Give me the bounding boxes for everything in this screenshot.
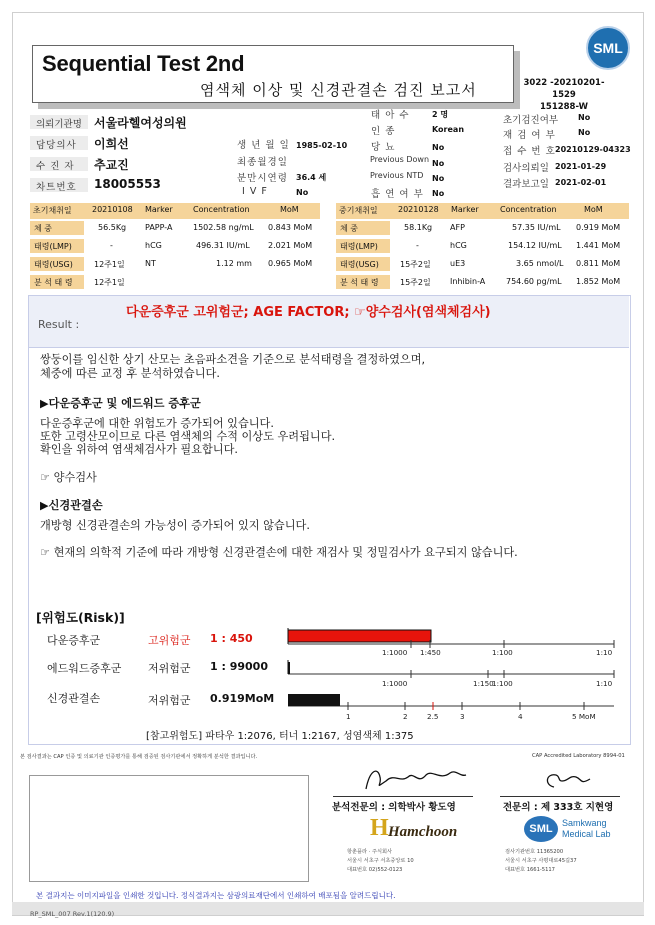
sml-logo — [586, 26, 630, 70]
race-value: Korean — [432, 125, 465, 134]
first-row1-conc: 1502.58 ng/mL — [193, 223, 254, 232]
second-table-row — [336, 239, 629, 255]
footer-notice: 본 결과지는 이미지파일을 인쇄한 것입니다. 정식결과지는 삼광의료재단에서 인쇄하여 배포됨을 알려드립니다. — [36, 891, 396, 900]
first-header-col5: MoM — [280, 205, 299, 214]
ivf-value: No — [296, 188, 309, 197]
second-row1-conc: 57.35 IU/mL — [512, 223, 561, 232]
request-date-label: 검사의뢰일 — [503, 163, 549, 174]
received-label: 접 수 번 호 — [503, 146, 556, 157]
chart-value: 18005553 — [94, 177, 161, 191]
first-header-col3: Marker — [145, 205, 173, 214]
risk-ratio-ntd: 0.919MoM — [210, 692, 275, 705]
result-line: 개방형 신경관결손의 가능성이 증가되어 있지 않습니다. — [40, 519, 310, 532]
form-code: RP_SML_007 Rev.1(120.9) — [30, 910, 115, 918]
cap-note: CAP Accredited Laboratory 8994-01 — [532, 753, 625, 759]
hamchoon-h-glyph: H — [370, 815, 389, 841]
examinee-label: 수 진 자 — [36, 161, 75, 172]
analyst-line — [333, 796, 473, 797]
second-row2-label: 태령(LMP) — [336, 239, 390, 253]
prev-down-value: No — [432, 159, 445, 168]
smoking-label: 흡 연 여 부 — [371, 189, 424, 200]
first-row1-label: 체 중 — [30, 221, 84, 235]
first-header-col4: Concentration — [193, 205, 250, 214]
sml-lab-name-line2: Medical Lab — [562, 829, 611, 839]
result-line: 또한 고령산모이므로 다른 염색체의 수적 이상도 우려됩니다. — [40, 430, 336, 443]
risk-bar-ntd — [288, 694, 340, 706]
analyst-address: 항춘플라 · 주식회사 서울시 서초구 서초중앙로 10 대표번호 02)552-0123 — [347, 849, 414, 873]
comment-box — [29, 775, 309, 882]
first-row1-mom: 0.843 MoM — [268, 223, 313, 232]
second-table-row — [336, 275, 629, 291]
dob-value: 1985-02-10 — [296, 141, 348, 150]
result-line: 확인을 위하여 염색체검사가 필요합니다. — [40, 443, 238, 456]
lmp-label: 최종월경일 — [237, 157, 288, 168]
prev-down-label: Previous Down — [370, 155, 430, 164]
tick-label: 2 — [403, 712, 408, 721]
tick-label: 3 — [460, 712, 465, 721]
retest-label: 재 검 여 부 — [503, 130, 556, 141]
first-row1-marker: PAPP-A — [145, 223, 173, 232]
first-row4-label: 분 석 태 령 — [30, 275, 84, 289]
specialist-line — [500, 796, 620, 797]
report-title: Sequential Test 2nd — [42, 51, 245, 76]
first-row3-marker: NT — [145, 259, 156, 268]
reference-risk: [참고위험도] 파타우 1:2076, 터너 1:2167, 성염색체 1:375 — [146, 731, 414, 742]
tick-label: 1:450 — [420, 648, 441, 657]
risk-title: [위험도(Risk)] — [36, 610, 125, 625]
second-row1-value: 58.1Kg — [404, 223, 433, 232]
sml-lab-logo-text: SML — [529, 823, 553, 835]
hospital-value: 서울라헬여성의원 — [94, 116, 187, 130]
tick-label: 1:100 — [492, 679, 513, 688]
second-row4-conc: 754.60 pg/mL — [506, 277, 562, 286]
dob-label: 생 년 월 일 — [237, 140, 290, 151]
first-table-row — [30, 221, 320, 237]
sml-lab-name-line1: Samkwang — [562, 818, 607, 828]
second-row3-marker: uE3 — [450, 259, 466, 268]
tick-label: 1:1000 — [382, 648, 408, 657]
first-row2-conc: 496.31 IU/mL — [196, 241, 250, 250]
sml-logo-text: SML — [593, 40, 623, 56]
document-id — [514, 77, 614, 113]
ivf-label: I V F — [242, 186, 268, 197]
first-row3-mom: 0.965 MoM — [268, 259, 313, 268]
risk-bars — [286, 624, 616, 724]
document-id-line2: 151288-W — [539, 102, 588, 112]
hospital-label: 의뢰기관명 — [36, 119, 82, 130]
second-row2-value: - — [416, 241, 419, 250]
tick-label: 1:10 — [596, 648, 613, 657]
race-label: 인 종 — [371, 126, 396, 137]
risk-name-ntd: 신경관결손 — [47, 692, 101, 705]
result-heading: ▶신경관결손 — [40, 499, 103, 512]
tick-label: 4 — [518, 712, 523, 721]
tick-label: 5 MoM — [572, 712, 596, 721]
second-row4-mom: 1.852 MoM — [576, 277, 621, 286]
first-row3-conc: 1.12 mm — [216, 259, 252, 268]
first-row3-value: 12주1일 — [94, 260, 125, 269]
specialist-name: 전문의 : 제 333호 지현영 — [503, 802, 614, 813]
age-label: 분만시연령 — [237, 173, 288, 184]
result-line: 다운증후군에 대한 위험도가 증가되어 있습니다. — [40, 417, 274, 430]
second-row3-value: 15주2일 — [400, 260, 431, 269]
tick-label: 1 — [346, 712, 351, 721]
document-id-line1: 3022 -20210201-1529 — [523, 78, 605, 100]
second-header-col5: MoM — [584, 205, 603, 214]
second-header-col1: 중기채취일 — [339, 206, 378, 215]
first-test-label: 초기검진여부 — [503, 115, 559, 126]
age-value: 36.4 세 — [296, 173, 327, 182]
first-row4-value: 12주1일 — [94, 278, 125, 287]
tick-label: 1:1000 — [382, 679, 408, 688]
result-line: 쌍둥이를 임신한 상기 산모는 초음파소견을 기준으로 분석태령을 결정하였으며, — [40, 353, 426, 366]
second-table-row — [336, 257, 629, 273]
second-table-header — [336, 203, 629, 219]
second-row1-label: 체 중 — [336, 221, 390, 235]
second-row2-marker: hCG — [450, 241, 467, 250]
retest-value: No — [578, 128, 591, 137]
second-header-col4: Concentration — [500, 205, 557, 214]
sml-lab-name — [562, 818, 611, 840]
examinee-value: 추교진 — [94, 158, 129, 172]
first-table-row — [30, 239, 320, 255]
hamchoon-logo — [368, 815, 464, 847]
second-row3-mom: 0.811 MoM — [576, 259, 621, 268]
risk-ratio-edwards: 1 : 99000 — [210, 660, 268, 673]
second-row1-marker: AFP — [450, 223, 465, 232]
prev-ntd-value: No — [432, 174, 445, 183]
risk-name-edwards: 에드워드증후군 — [47, 662, 122, 675]
request-date-value: 2021-01-29 — [555, 162, 607, 171]
second-row4-label: 분 석 태 령 — [336, 275, 390, 289]
first-table-header — [30, 203, 320, 219]
prev-ntd-label: Previous NTD — [370, 171, 424, 180]
first-test-value: No — [578, 113, 591, 122]
tick-label: 1:10 — [596, 679, 613, 688]
diabetes-value: No — [432, 143, 445, 152]
first-row2-mom: 2.021 MoM — [268, 241, 313, 250]
first-table-row — [30, 275, 320, 291]
received-value: 20210129-04323 — [555, 145, 631, 154]
risk-ratio-down: 1 : 450 — [210, 632, 253, 645]
report-date-label: 결과보고일 — [503, 179, 549, 190]
second-row1-mom: 0.919 MoM — [576, 223, 621, 232]
analyst-name: 분석전문의 : 의학박사 황도영 — [332, 802, 456, 813]
specialist-signature — [540, 767, 600, 795]
hamchoon-wordmark: Hamchoon — [388, 824, 458, 840]
smoking-value: No — [432, 189, 445, 198]
result-summary: 다운증후군 고위험군; AGE FACTOR; ☞양수검사(염색체검사) — [126, 305, 491, 320]
fetus-label: 태 아 수 — [371, 110, 410, 121]
tick-label: 2.5 — [427, 712, 439, 721]
sml-lab-logo — [524, 816, 558, 842]
second-row2-conc: 154.12 IU/mL — [508, 241, 562, 250]
second-row4-marker: Inhibin-A — [450, 277, 486, 286]
chart-label: 차트번호 — [36, 182, 77, 193]
doctor-value: 이희선 — [94, 137, 129, 151]
result-heading: ▶다운증후군 및 에드워드 증후군 — [40, 397, 201, 410]
first-header-col2: 20210108 — [92, 205, 133, 214]
report-date-value: 2021-02-01 — [555, 178, 607, 187]
second-row3-label: 태령(USG) — [336, 257, 390, 271]
first-row2-value: - — [110, 241, 113, 250]
accreditation-note: 본 검사결과는 CAP 인증 및 의료기관 인증평가를 통해 검증된 검사기관에서 정확하게 분석한 결과입니다. — [20, 754, 258, 760]
report-subtitle: 염색체 이상 및 신경관결손 검진 보고서 — [200, 81, 477, 99]
risk-level-ntd: 저위험군 — [148, 694, 191, 707]
result-label: Result : — [38, 318, 80, 331]
second-header-col3: Marker — [451, 205, 479, 214]
fetus-value: 2 명 — [432, 110, 449, 119]
risk-level-down: 고위험군 — [148, 634, 191, 647]
second-row4-value: 15주2일 — [400, 278, 431, 287]
first-row2-marker: hCG — [145, 241, 162, 250]
result-line: 체중에 따른 교정 후 분석하였습니다. — [40, 367, 220, 380]
first-row1-value: 56.5Kg — [98, 223, 127, 232]
tick-label: 1:150 — [473, 679, 494, 688]
first-table-row — [30, 257, 320, 273]
second-table-row — [336, 221, 629, 237]
doctor-label: 담당의사 — [36, 140, 77, 151]
diabetes-label: 당 뇨 — [371, 142, 396, 153]
result-line: ☞ 양수검사 — [40, 471, 97, 484]
second-row2-mom: 1.441 MoM — [576, 241, 621, 250]
tick-label: 1:100 — [492, 648, 513, 657]
second-header-col2: 20210128 — [398, 205, 439, 214]
risk-bar-down — [288, 630, 431, 642]
first-row2-label: 태령(LMP) — [30, 239, 84, 253]
lab-address: 검사기관번호 11365200 서울시 서초구 사평대로45길37 대표번호 1661-5117 — [505, 849, 577, 873]
risk-name-down: 다운증후군 — [47, 634, 101, 647]
result-line: ☞ 현재의 의학적 기준에 따라 개방형 신경관결손에 대한 재검사 및 정밀검사가 요구되지 않습니다. — [40, 546, 518, 559]
first-row3-label: 태령(USG) — [30, 257, 84, 271]
second-row3-conc: 3.65 nmol/L — [516, 259, 564, 268]
risk-level-edwards: 저위험군 — [148, 662, 191, 675]
first-header-col1: 초기채취일 — [33, 206, 72, 215]
analyst-signature — [360, 763, 470, 795]
